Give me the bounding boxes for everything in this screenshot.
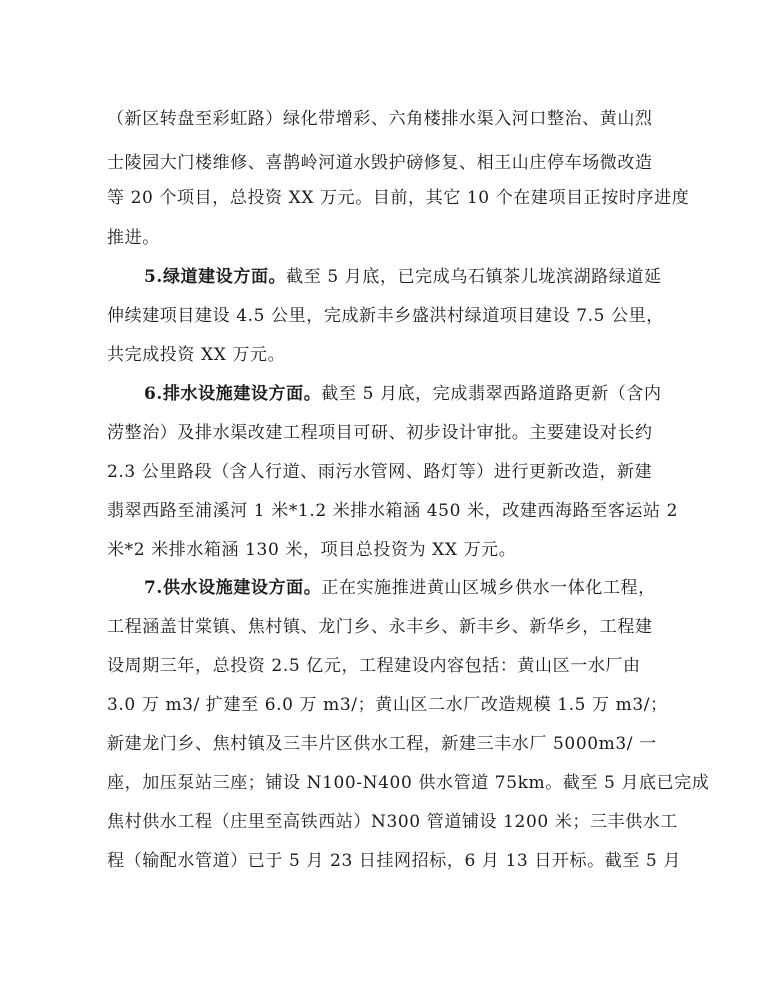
line-text: 工程涵盖甘棠镇、焦村镇、龙门乡、永丰乡、新丰乡、新华乡，工程建: [107, 617, 653, 637]
line-text: 3.0 万 m3/ 扩建至 6.0 万 m3/；黄山区二水厂改造规模 1.5 万 m3/；: [107, 695, 668, 715]
paragraph-line: [107, 461, 667, 483]
line-text: 设周期三年，总投资 2.5 亿元，工程建设内容包括：黄山区一水厂由: [107, 656, 641, 676]
section-heading: 7.供水设施建设方面。: [144, 578, 322, 598]
line-text: （新区转盘至彩虹路）绿化带增彩、六角楼排水渠入河口整治、黄山烈: [107, 109, 653, 129]
paragraph-line: [107, 850, 681, 872]
line-text: 涝整治）及排水渠改建工程项目可研、初步设计审批。主要建设对长约: [107, 423, 653, 443]
line-text: 截至 5 月底，完成翡翠西路道路更新（含内: [321, 384, 662, 404]
section-heading-line: [144, 577, 667, 599]
paragraph-line: [107, 655, 667, 677]
line-text: 共完成投资 XX 万元。: [107, 345, 286, 365]
paragraph-line: [107, 539, 667, 561]
line-text: 等 20 个项目，总投资 XX 万元。目前，其它 10 个在建项目正按时序进度: [107, 188, 690, 208]
line-text: 程（输配水管道）已于 5 月 23 日挂网招标，6 月 13 日开标。截至 5 月: [107, 851, 681, 871]
line-text: 截至 5 月底，已完成乌石镇茶儿垅滨湖路绿道延: [286, 267, 662, 287]
line-text: 推进。: [107, 228, 160, 248]
section-heading-line: [144, 383, 667, 405]
section-heading: 5.绿道建设方面。: [144, 267, 287, 287]
line-text: 2.3 公里路段（含人行道、雨污水管网、路灯等）进行更新改造，新建: [107, 462, 653, 482]
line-text: 新建龙门乡、焦村镇及三丰片区供水工程，新建三丰水厂 5000m3/ 一: [107, 734, 657, 754]
paragraph-line: [107, 305, 667, 327]
line-text: 翡翠西路至浦溪河 1 米*1.2 米排水箱涵 450 米，改建西海路至客运站 2: [107, 501, 679, 521]
paragraph-line: [107, 694, 667, 716]
line-text: 座，加压泵站三座；铺设 N100-N400 供水管道 75km。截至 5 月底已完成: [107, 773, 710, 793]
paragraph-line: [107, 500, 679, 522]
paragraph-line: [107, 187, 690, 209]
paragraph-line: [107, 152, 667, 174]
paragraph-line: [107, 616, 667, 638]
paragraph-line: [107, 344, 667, 366]
line-text: 正在实施推进黄山区城乡供水一体化工程，: [321, 578, 656, 598]
section-heading: 6.排水设施建设方面。: [144, 384, 322, 404]
line-text: 米*2 米排水箱涵 130 米，项目总投资为 XX 万元。: [107, 540, 517, 560]
paragraph-line: [107, 772, 710, 794]
line-text: 伸续建项目建设 4.5 公里，完成新丰乡盛洪村绿道项目建设 7.5 公里，: [107, 306, 664, 326]
line-text: 焦村供水工程（庄里至高铁西站）N300 管道铺设 1200 米；三丰供水工: [107, 812, 678, 832]
section-heading-line: [144, 266, 667, 288]
paragraph-line: [107, 108, 667, 130]
paragraph-line: [107, 422, 667, 444]
line-text: 士陵园大门楼维修、喜鹊岭河道水毁护磅修复、相王山庄停车场微改造: [107, 153, 653, 173]
paragraph-line: [107, 227, 667, 249]
paragraph-line: [107, 811, 678, 833]
paragraph-line: [107, 733, 667, 755]
